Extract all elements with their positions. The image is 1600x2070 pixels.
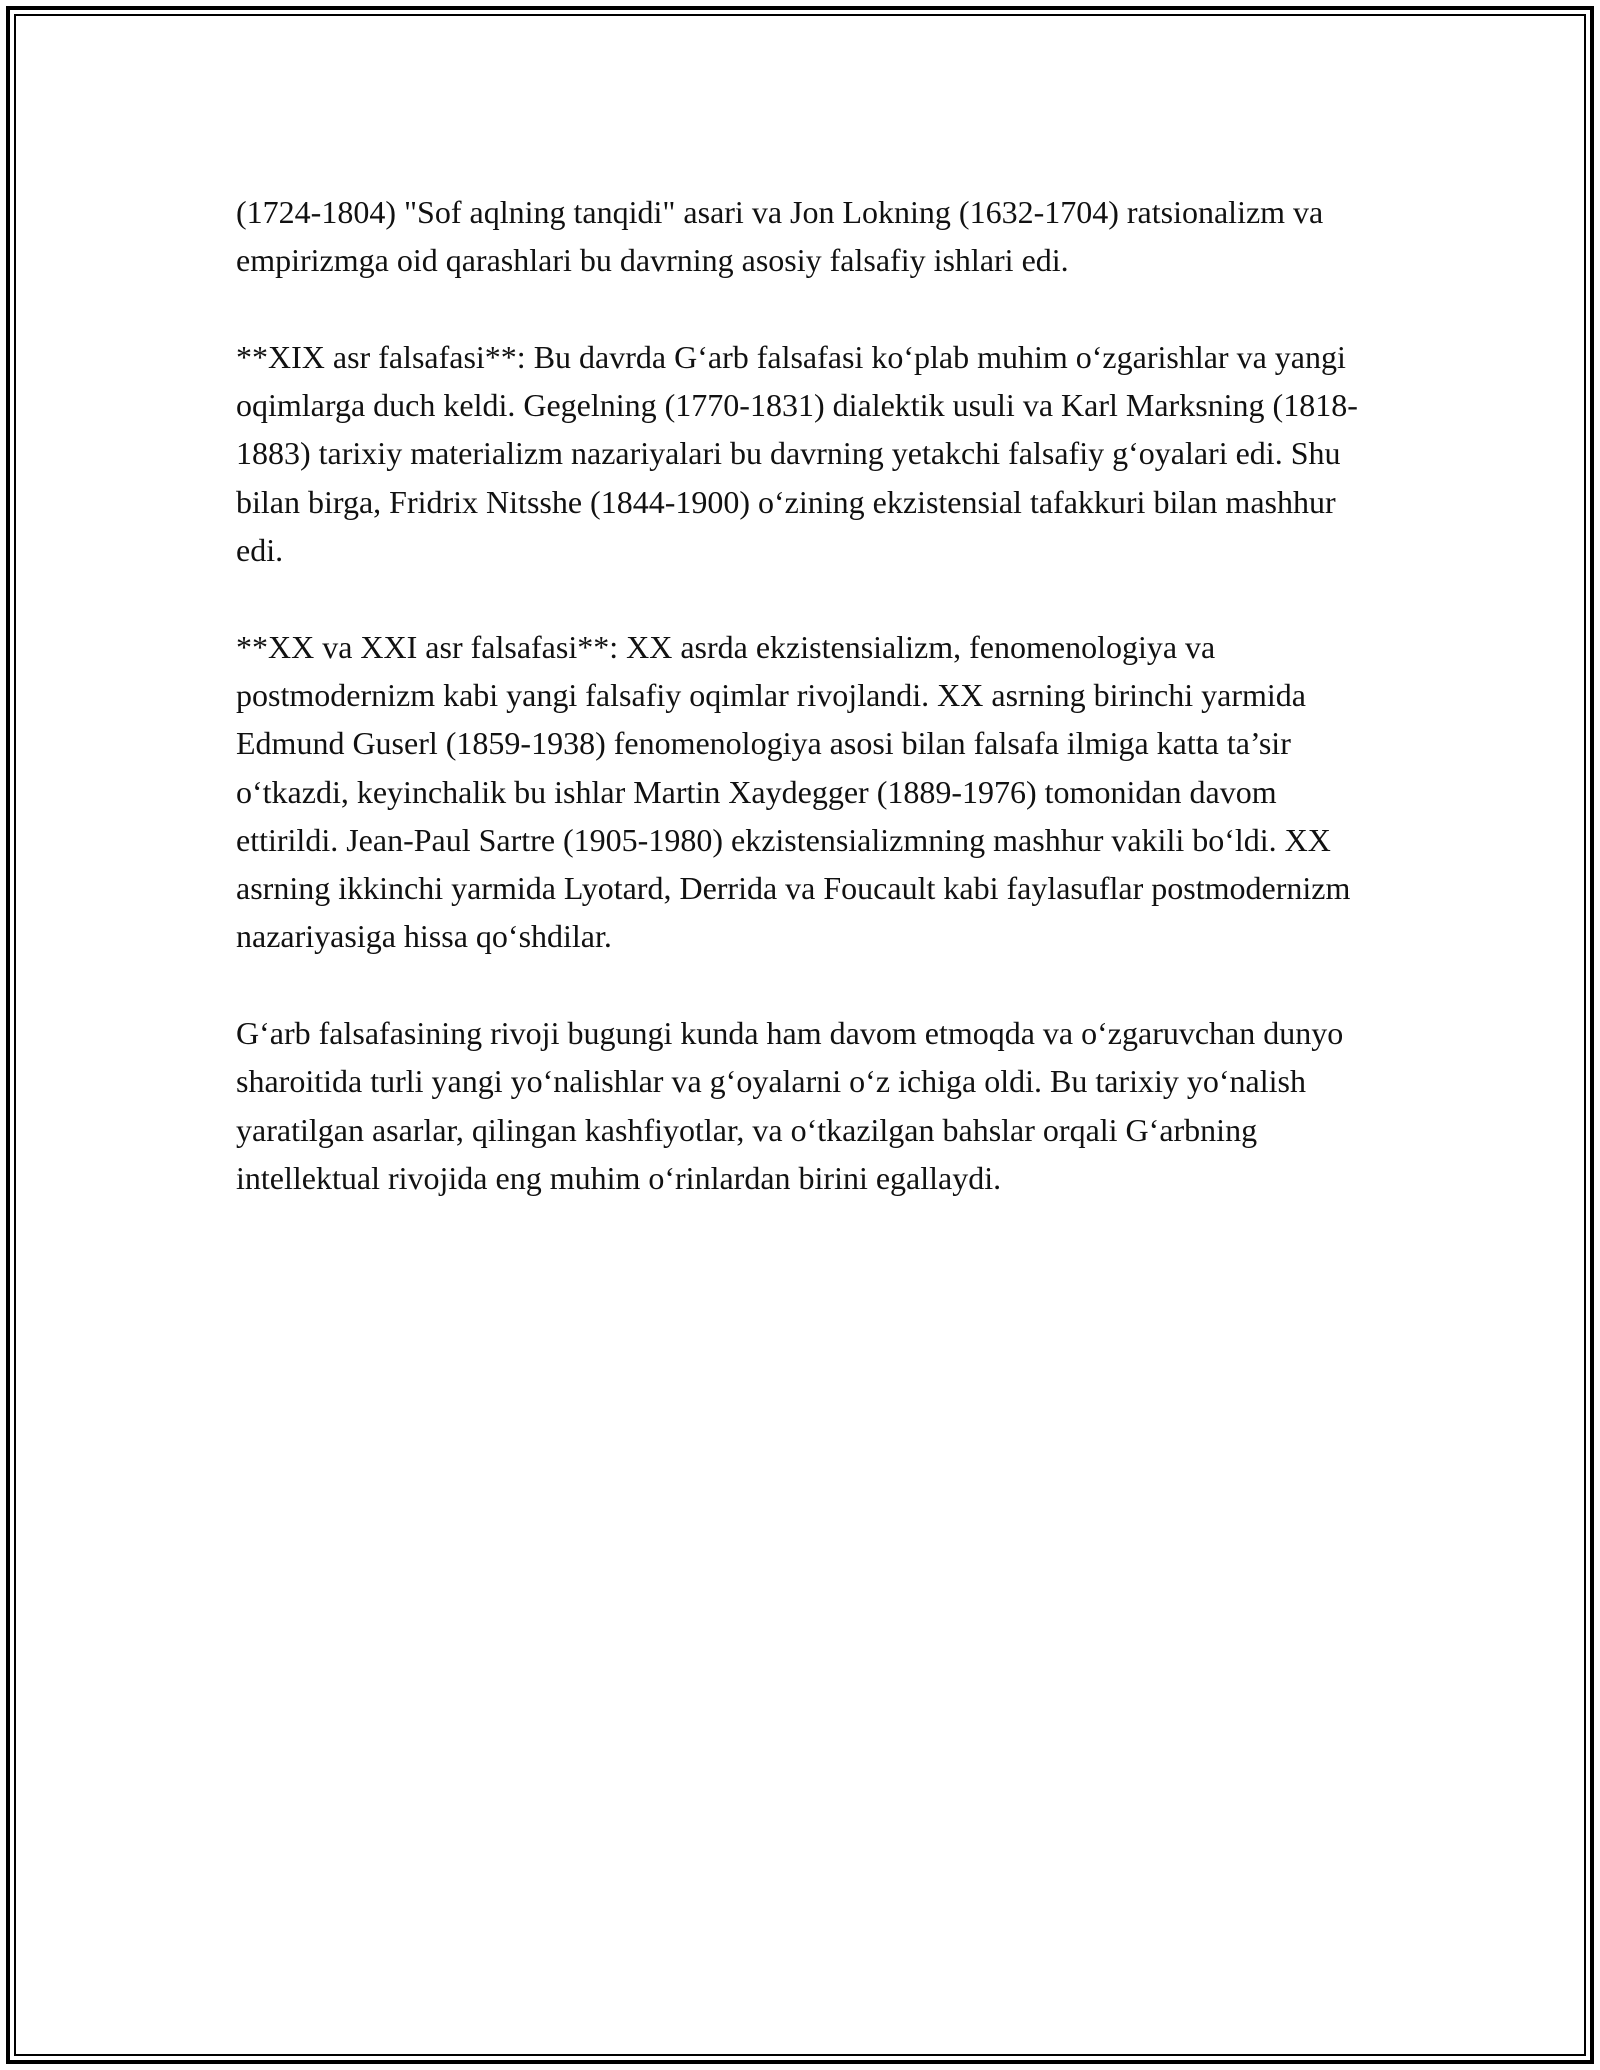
- paragraph-conclusion: G‘arb falsafasining rivoji bugungi kunda ham davom etmoqda va o‘zgaruvchan dunyo sharoitida turli yangi yo‘nalishlar va g‘oyalarni o‘z ichiga oldi. Bu tarixiy yo‘nalish yaratilgan asarlar, qilingan kashfiyotlar, va o‘tkazilgan bahslar orqali G‘arbning intellektual rivojida eng muhim o‘rinlardan birini egallaydi.: [236, 1015, 1344, 1196]
- paragraph-enlightenment-philosophy: (1724-1804) "Sof aqlning tanqidi" asari va Jon Lokning (1632-1704) ratsionalizm va empirizmga oid qarashlari bu davrning asosiy falsafiy ishlari edi.: [236, 194, 1324, 279]
- paragraph-20th-21st-century-philosophy: **XX va XXI asr falsafasi**: XX asrda ekzistensializm, fenomenologiya va postmodernizm kabi yangi falsafiy oqimlar rivojlandi. XX asrning birinchi yarmida Edmund Guserl (1859-1938) fenomenologiya asosi bilan falsafa ilmiga katta ta’sir o‘tkazdi, keyinchalik bu ishlar Martin Xaydegger (1889-1976) tomonidan davom ettirildi. Jean-Paul Sartre (1905-1980) ekzistensializmning mashhur vakili bo‘ldi. XX asrning ikkinchi yarmida Lyotard, Derrida va Foucault kabi faylasuflar postmodernizm nazariyasiga hissa qo‘shdilar.: [236, 628, 1351, 955]
- document-body: [236, 188, 1376, 1251]
- paragraph-19th-century-philosophy: **XIX asr falsafasi**: Bu davrda G‘arb falsafasi ko‘plab muhim o‘zgarishlar va yangi oqimlarga duch keldi. Gegelning (1770-1831) dialektik usuli va Karl Marksning (1818-1883) tarixiy materializm nazariyalari bu davrning yetakchi falsafiy g‘oyalari edi. Shu bilan birga, Fridrix Nitsshe (1844-1900) o‘zining ekzistensial tafakkuri bilan mashhur edi.: [236, 338, 1358, 569]
